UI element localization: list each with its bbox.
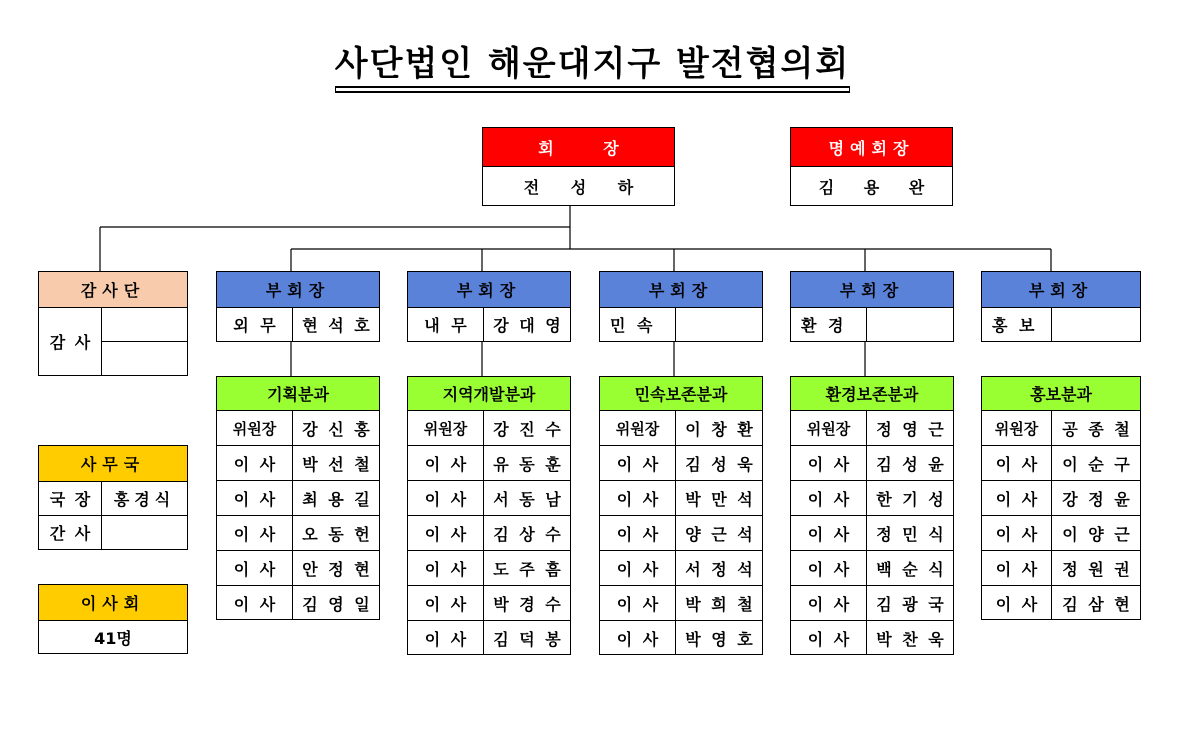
board-count: 41명	[94, 628, 132, 648]
table-row	[600, 411, 762, 446]
table-row	[982, 516, 1140, 551]
member-role: 위원장	[217, 411, 293, 445]
title-text: 사단법인 해운대지구 발전협의회	[335, 36, 851, 88]
member-role: 이 사	[982, 551, 1052, 585]
member-role: 이 사	[600, 516, 676, 550]
member-name: 서 정 석	[685, 559, 753, 579]
member-role: 이 사	[600, 481, 676, 515]
table-row	[408, 516, 570, 551]
committee-title: 민속보존분과	[600, 377, 762, 411]
vice-president-label: 부회장	[408, 272, 570, 308]
committee-title: 지역개발분과	[408, 377, 570, 411]
vice-president-label: 부회장	[217, 272, 379, 308]
member-role: 이 사	[982, 446, 1052, 480]
member-name: 박 찬 욱	[876, 629, 944, 649]
member-name: 정 민 식	[876, 524, 944, 544]
table-row	[408, 446, 570, 481]
member-role: 이 사	[217, 481, 293, 515]
board-box	[38, 584, 188, 654]
audit-cell-1	[102, 308, 187, 342]
member-role: 이 사	[791, 481, 867, 515]
committee-box	[981, 376, 1141, 620]
member-name: 김 상 수	[493, 524, 561, 544]
member-role: 이 사	[791, 551, 867, 585]
table-row	[217, 551, 379, 586]
member-name: 강 진 수	[493, 419, 561, 439]
member-role: 위원장	[408, 411, 484, 445]
table-row	[217, 516, 379, 551]
vice-president-box	[599, 271, 763, 342]
table-row	[791, 481, 953, 516]
member-name: 박 희 철	[685, 594, 753, 614]
vice-president-role: 환 경	[791, 308, 867, 341]
office-role: 간 사	[39, 516, 102, 549]
member-name: 김 삼 현	[1062, 594, 1130, 614]
member-role: 이 사	[791, 446, 867, 480]
member-role: 이 사	[791, 586, 867, 620]
table-row	[982, 586, 1140, 620]
table-row	[982, 446, 1140, 481]
office-row	[39, 516, 187, 549]
member-name: 유 동 훈	[493, 454, 561, 474]
member-name: 도 주 흠	[493, 559, 561, 579]
member-name: 김 덕 봉	[493, 629, 561, 649]
board-label: 이사회	[39, 585, 187, 621]
member-name: 오 동 헌	[302, 524, 370, 544]
member-name: 김 성 욱	[685, 454, 753, 474]
table-row	[217, 446, 379, 481]
member-name: 박 경 수	[493, 594, 561, 614]
president-name: 전 성 하	[523, 177, 634, 197]
committee-box	[216, 376, 380, 620]
office-name: 홍경식	[113, 490, 176, 509]
member-role: 이 사	[408, 446, 484, 480]
honorary-president-box	[790, 127, 953, 206]
table-row	[408, 481, 570, 516]
honorary-name: 김 용 완	[818, 177, 925, 197]
member-role: 이 사	[217, 446, 293, 480]
vice-president-box	[790, 271, 954, 342]
audit-cell-2	[102, 342, 187, 375]
member-role: 이 사	[600, 621, 676, 655]
table-row	[791, 516, 953, 551]
member-role: 이 사	[791, 516, 867, 550]
vice-president-box	[407, 271, 571, 342]
member-role: 이 사	[600, 586, 676, 620]
member-role: 이 사	[791, 621, 867, 655]
member-name: 한 기 성	[876, 489, 944, 509]
member-name: 양 근 석	[685, 524, 753, 544]
vice-president-role: 외 무	[217, 308, 293, 341]
member-name: 김 영 일	[302, 594, 370, 614]
member-name: 최 용 길	[302, 489, 370, 509]
table-row	[217, 411, 379, 446]
table-row	[600, 621, 762, 655]
member-name: 이 양 근	[1062, 524, 1130, 544]
table-row	[600, 481, 762, 516]
table-row	[408, 621, 570, 655]
table-row	[600, 586, 762, 621]
member-name: 박 영 호	[685, 629, 753, 649]
table-row	[600, 446, 762, 481]
member-role: 위원장	[791, 411, 867, 445]
committee-box	[407, 376, 571, 655]
member-name: 백 순 식	[876, 559, 944, 579]
vice-president-name	[676, 308, 762, 341]
committee-box	[599, 376, 763, 655]
table-row	[791, 586, 953, 621]
member-name: 강 신 홍	[302, 419, 370, 439]
vice-president-label: 부회장	[982, 272, 1140, 308]
vice-president-role: 민 속	[600, 308, 676, 341]
member-name: 박 선 철	[302, 454, 370, 474]
member-role: 이 사	[408, 551, 484, 585]
member-name: 박 만 석	[685, 489, 753, 509]
member-role: 이 사	[408, 621, 484, 655]
table-row	[791, 551, 953, 586]
honorary-label: 명예회장	[791, 128, 952, 167]
member-name: 안 정 현	[302, 559, 370, 579]
president-box	[482, 127, 675, 206]
member-name: 서 동 남	[493, 489, 561, 509]
office-name	[102, 516, 187, 549]
member-name: 정 영 근	[876, 419, 944, 439]
table-row	[982, 411, 1140, 446]
audit-role: 감 사	[39, 308, 102, 375]
vice-president-name: 현 석 호	[302, 316, 370, 335]
table-row	[791, 621, 953, 655]
audit-label: 감사단	[39, 272, 187, 308]
table-row	[791, 411, 953, 446]
vice-president-box	[981, 271, 1141, 342]
president-label: 회 장	[483, 128, 674, 167]
office-label: 사무국	[39, 446, 187, 482]
member-name: 강 정 윤	[1062, 489, 1130, 509]
member-role: 이 사	[982, 481, 1052, 515]
office-box	[38, 445, 188, 550]
table-row	[982, 551, 1140, 586]
member-role: 이 사	[217, 516, 293, 550]
committee-title: 기획분과	[217, 377, 379, 411]
table-row	[408, 551, 570, 586]
vice-president-role: 홍 보	[982, 308, 1052, 341]
vice-president-label: 부회장	[600, 272, 762, 308]
member-name: 김 성 윤	[876, 454, 944, 474]
office-row	[39, 482, 187, 516]
audit-box	[38, 271, 188, 376]
member-role: 이 사	[408, 586, 484, 620]
vice-president-name	[867, 308, 953, 341]
committee-title: 홍보분과	[982, 377, 1140, 411]
table-row	[791, 446, 953, 481]
member-role: 이 사	[600, 551, 676, 585]
member-role: 위원장	[982, 411, 1052, 445]
committee-title: 환경보존분과	[791, 377, 953, 411]
table-row	[600, 551, 762, 586]
member-role: 이 사	[217, 551, 293, 585]
committee-box	[790, 376, 954, 655]
table-row	[600, 516, 762, 551]
member-role: 위원장	[600, 411, 676, 445]
member-name: 김 광 국	[876, 594, 944, 614]
member-role: 이 사	[600, 446, 676, 480]
vice-president-name: 강 대 영	[493, 316, 561, 335]
table-row	[217, 586, 379, 620]
member-role: 이 사	[982, 516, 1052, 550]
member-name: 이 창 환	[685, 419, 753, 439]
table-row	[982, 481, 1140, 516]
vice-president-role: 내 무	[408, 308, 484, 341]
member-role: 이 사	[217, 586, 293, 620]
member-name: 이 순 구	[1062, 454, 1130, 474]
member-role: 이 사	[408, 516, 484, 550]
member-name: 공 종 철	[1062, 419, 1130, 439]
office-role: 국 장	[39, 482, 102, 515]
member-role: 이 사	[982, 586, 1052, 620]
table-row	[408, 411, 570, 446]
member-name: 정 원 권	[1062, 559, 1130, 579]
table-row	[408, 586, 570, 621]
member-role: 이 사	[408, 481, 484, 515]
table-row	[217, 481, 379, 516]
vice-president-box	[216, 271, 380, 342]
vice-president-label: 부회장	[791, 272, 953, 308]
vice-president-name	[1052, 308, 1140, 341]
